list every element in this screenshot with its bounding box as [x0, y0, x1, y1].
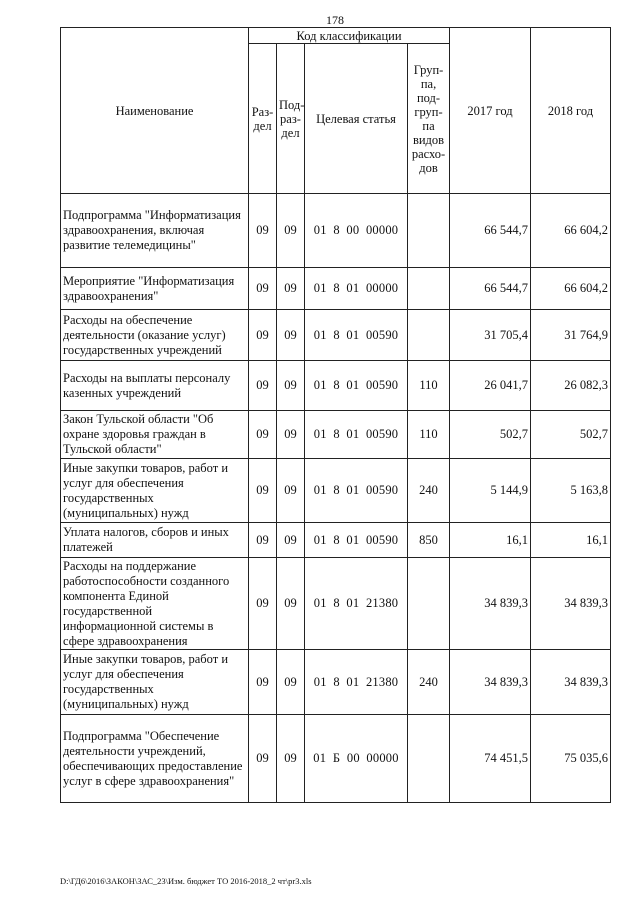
row-amount-2017: 26 041,7: [450, 361, 531, 411]
header-target-article: Целевая статья: [305, 44, 408, 194]
row-amount-2017: 16,1: [450, 523, 531, 558]
header-expense-type: Груп- па, под- груп- па видов расхо- дов: [408, 44, 450, 194]
header-2018: 2018 год: [531, 28, 611, 194]
row-amount-2018: 34 839,3: [531, 650, 611, 715]
row-subsection: 09: [277, 268, 305, 310]
row-subsection: 09: [277, 558, 305, 650]
table-row: [61, 523, 611, 558]
row-section: 09: [249, 523, 277, 558]
row-name: Закон Тульской области "Об охране здоровья граждан в Тульской области": [61, 411, 249, 459]
row-name: Расходы на обеспечение деятельности (оказание услуг) государственных учреждений: [61, 310, 249, 361]
row-subsection: 09: [277, 650, 305, 715]
row-target-article: 01 Б 00 00000: [305, 715, 408, 803]
row-amount-2018: 26 082,3: [531, 361, 611, 411]
table-row: [61, 411, 611, 459]
row-section: 09: [249, 650, 277, 715]
row-target-article: 01 8 01 00590: [305, 361, 408, 411]
row-subsection: 09: [277, 715, 305, 803]
row-target-article: 01 8 01 00590: [305, 411, 408, 459]
row-amount-2017: 66 544,7: [450, 194, 531, 268]
row-target-article: 01 8 01 21380: [305, 558, 408, 650]
table-row: [61, 361, 611, 411]
row-amount-2018: 5 163,8: [531, 459, 611, 523]
row-amount-2017: 66 544,7: [450, 268, 531, 310]
row-target-article: 01 8 01 00590: [305, 459, 408, 523]
row-expense-type: 240: [408, 459, 450, 523]
row-name: Расходы на выплаты персоналу казенных учреждений: [61, 361, 249, 411]
row-amount-2018: 16,1: [531, 523, 611, 558]
row-expense-type: [408, 194, 450, 268]
row-expense-type: 110: [408, 361, 450, 411]
row-section: 09: [249, 715, 277, 803]
table-body: [61, 194, 611, 803]
row-expense-type: [408, 715, 450, 803]
row-expense-type: [408, 268, 450, 310]
footer-file-path: D:\ГД6\2016\ЗАКОН\ЗАС_23\Изм. бюджет ТО 2016-2018_2 чт\pr3.xls: [60, 876, 312, 886]
row-name: Уплата налогов, сборов и иных платежей: [61, 523, 249, 558]
header-2017: 2017 год: [450, 28, 531, 194]
row-target-article: 01 8 01 00590: [305, 310, 408, 361]
row-section: 09: [249, 310, 277, 361]
row-amount-2017: 502,7: [450, 411, 531, 459]
row-section: 09: [249, 268, 277, 310]
row-amount-2018: 502,7: [531, 411, 611, 459]
row-subsection: 09: [277, 361, 305, 411]
row-subsection: 09: [277, 459, 305, 523]
row-target-article: 01 8 01 00000: [305, 268, 408, 310]
row-amount-2017: 34 839,3: [450, 650, 531, 715]
row-target-article: 01 8 01 00590: [305, 523, 408, 558]
row-section: 09: [249, 361, 277, 411]
row-name: Подпрограмма "Информатизация здравоохранения, включая развитие телемедицины": [61, 194, 249, 268]
table-row: [61, 558, 611, 650]
table-row: [61, 194, 611, 268]
table-row: [61, 459, 611, 523]
row-section: 09: [249, 459, 277, 523]
row-expense-type: 110: [408, 411, 450, 459]
row-target-article: 01 8 01 21380: [305, 650, 408, 715]
row-name: Мероприятие "Информатизация здравоохранения": [61, 268, 249, 310]
header-subsection: Под- раз- дел: [277, 44, 305, 194]
table-row: [61, 715, 611, 803]
row-expense-type: 850: [408, 523, 450, 558]
row-subsection: 09: [277, 523, 305, 558]
table-row: [61, 268, 611, 310]
row-amount-2018: 75 035,6: [531, 715, 611, 803]
header-section: Раз- дел: [249, 44, 277, 194]
row-amount-2017: 31 705,4: [450, 310, 531, 361]
header-name: Наименование: [61, 28, 249, 194]
row-name: Иные закупки товаров, работ и услуг для обеспечения государственных (муниципальных) нужд: [61, 459, 249, 523]
budget-table: [60, 27, 611, 803]
row-amount-2018: 34 839,3: [531, 558, 611, 650]
page-number: 178: [326, 13, 344, 27]
row-section: 09: [249, 411, 277, 459]
row-name: Подпрограмма "Обеспечение деятельности учреждений, обеспечивающих предоставление услуг в сфере здравоохранения": [61, 715, 249, 803]
row-amount-2018: 66 604,2: [531, 268, 611, 310]
header-classification: Код классификации: [249, 28, 450, 44]
row-expense-type: [408, 558, 450, 650]
row-subsection: 09: [277, 411, 305, 459]
table-row: [61, 650, 611, 715]
row-expense-type: 240: [408, 650, 450, 715]
table-row: [61, 310, 611, 361]
row-name: Иные закупки товаров, работ и услуг для обеспечения государственных (муниципальных) нужд: [61, 650, 249, 715]
row-amount-2017: 34 839,3: [450, 558, 531, 650]
row-name: Расходы на поддержание работоспособности созданного компонента Единой государственной информационной системы в сфере здравоохранения: [61, 558, 249, 650]
row-subsection: 09: [277, 194, 305, 268]
row-section: 09: [249, 558, 277, 650]
row-amount-2018: 31 764,9: [531, 310, 611, 361]
row-amount-2017: 74 451,5: [450, 715, 531, 803]
row-subsection: 09: [277, 310, 305, 361]
row-target-article: 01 8 00 00000: [305, 194, 408, 268]
row-amount-2017: 5 144,9: [450, 459, 531, 523]
row-section: 09: [249, 194, 277, 268]
row-expense-type: [408, 310, 450, 361]
row-amount-2018: 66 604,2: [531, 194, 611, 268]
